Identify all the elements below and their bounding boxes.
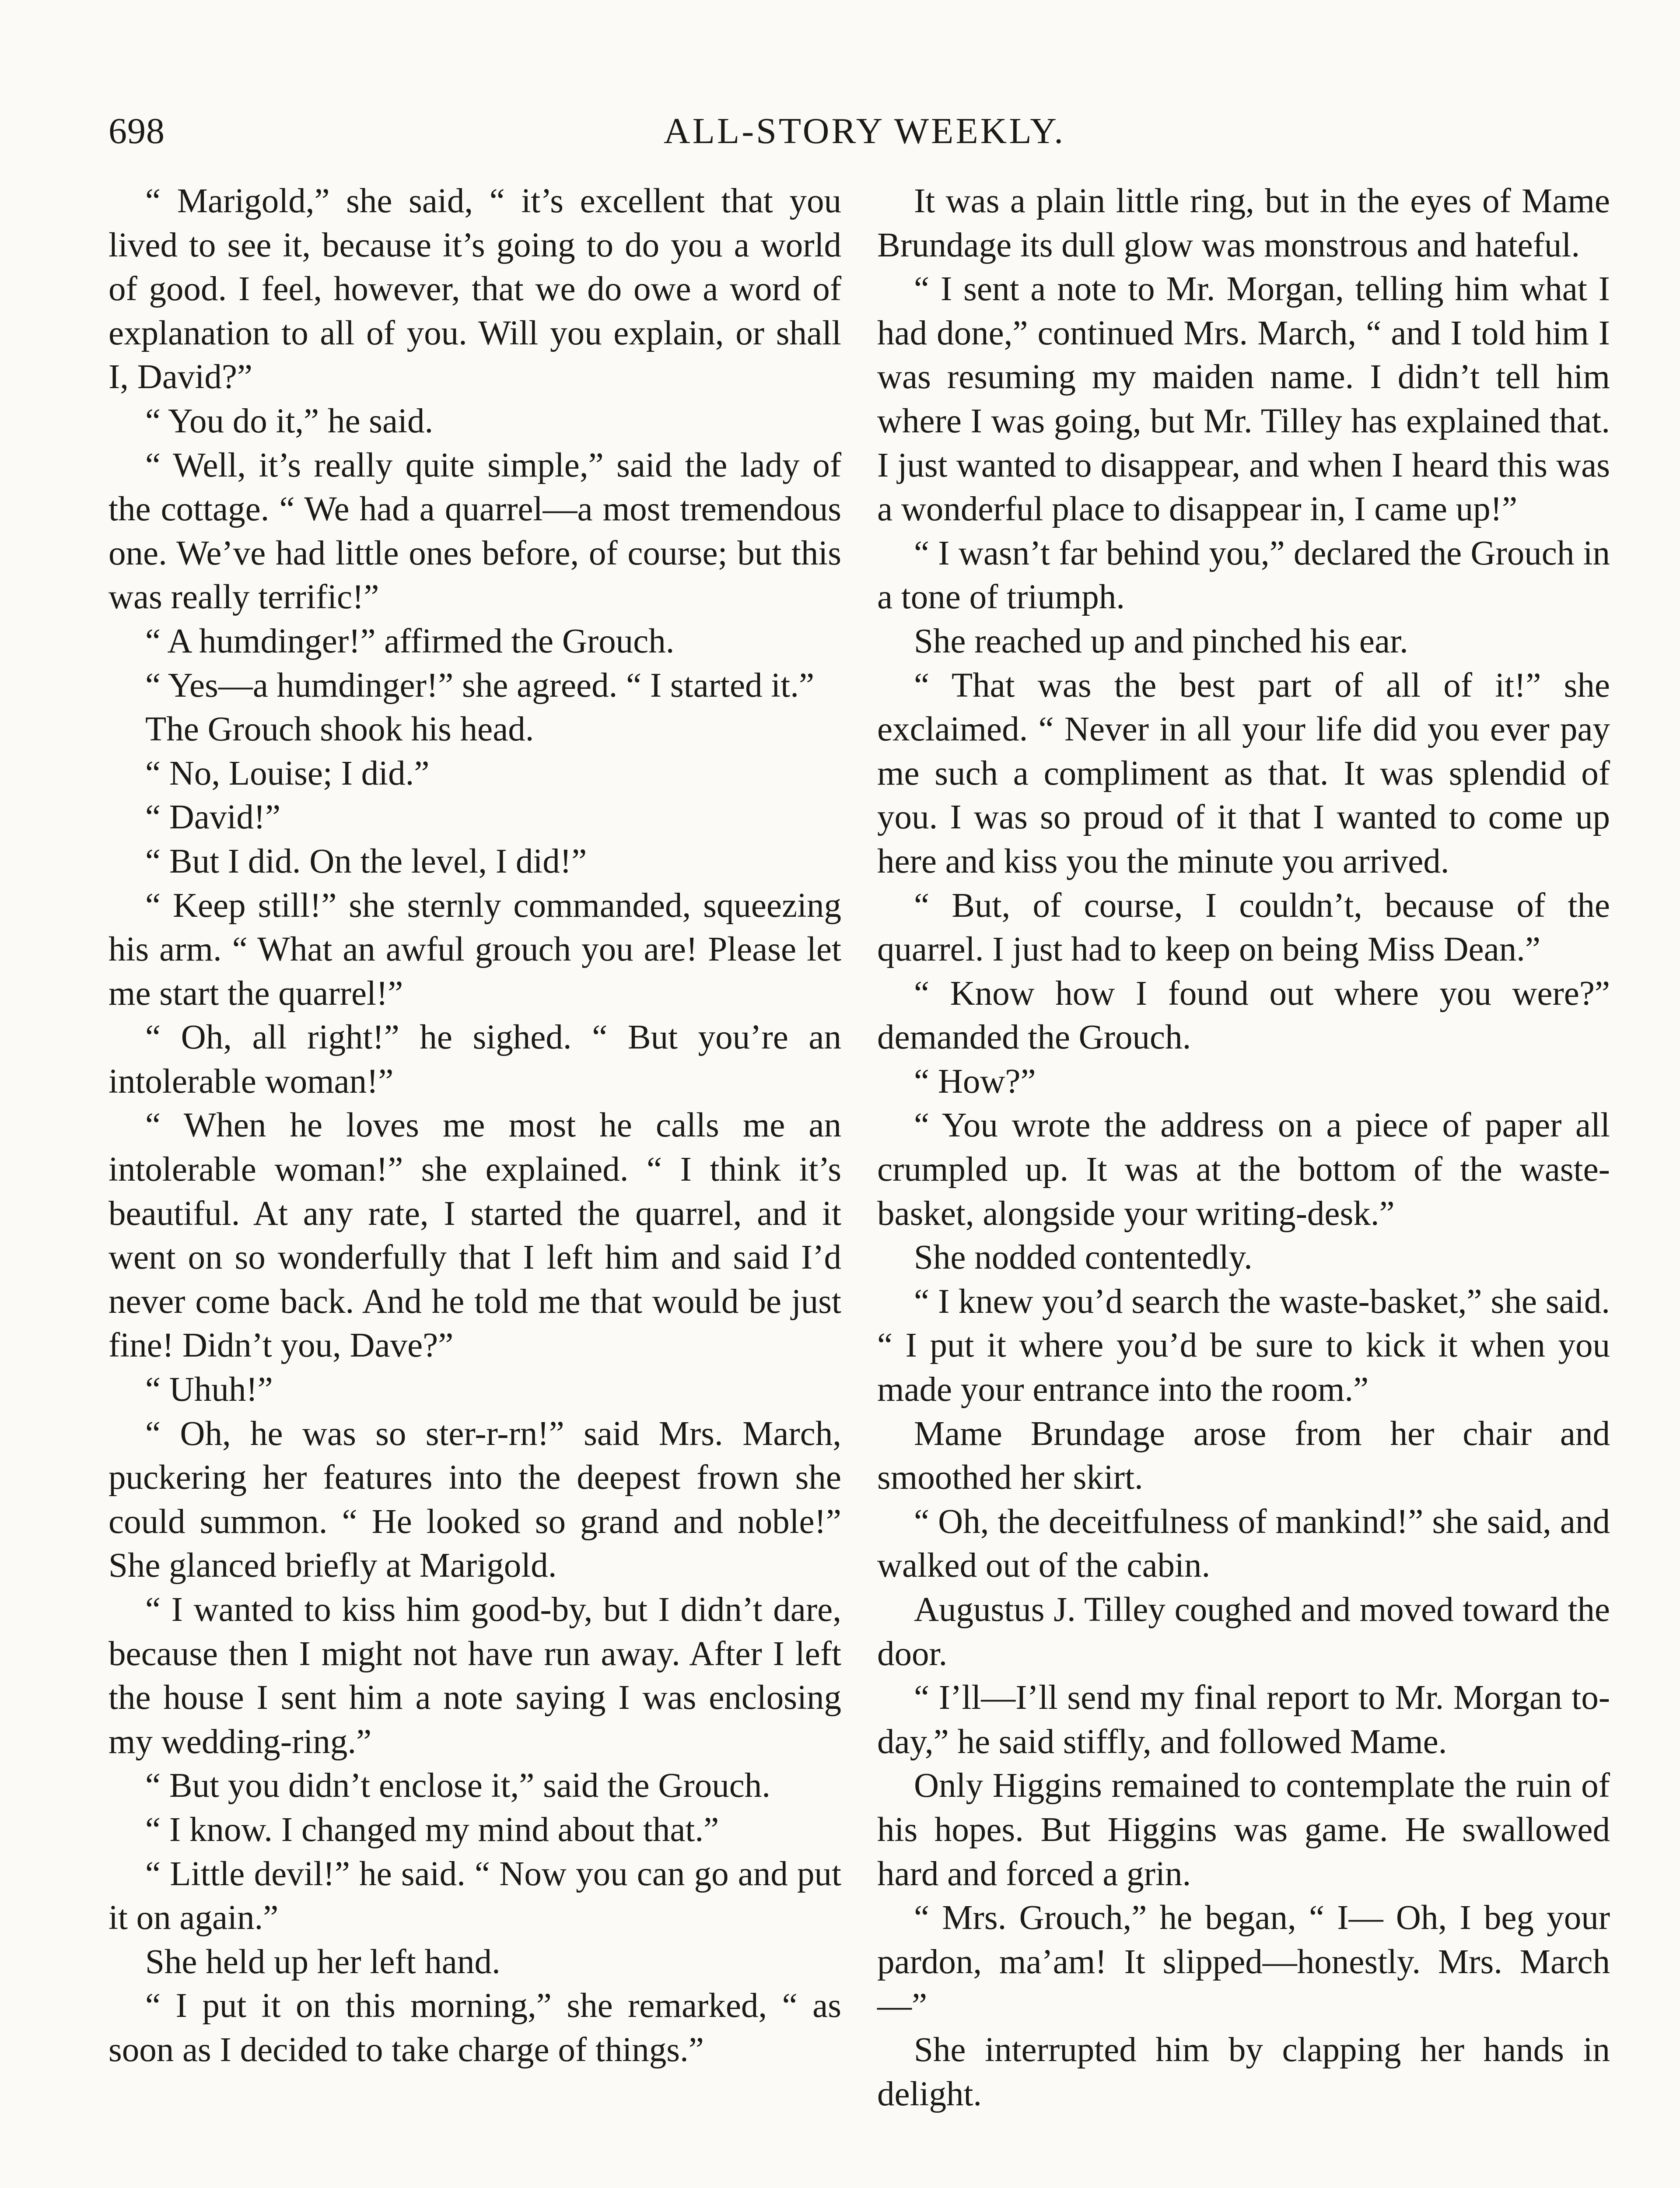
paragraph: “ Little devil!” he said. “ Now you can go and put it on again.”: [108, 1855, 841, 1937]
running-head: ALL-STORY WEEKLY.: [663, 111, 1066, 151]
paragraph: “ You wrote the address on a piece of paper all crumpled up. It was at the bottom of the waste-basket, alongside your writing-desk.”: [877, 1106, 1610, 1233]
paragraph: “ Well, it’s really quite simple,” said the lady of the cottage. “ We had a quarrel—a most tremendous one. We’ve had little ones before, of course; but this was really terrific!”: [108, 446, 841, 617]
paragraph: “ I put it on this morning,” she remarked, “ as soon as I decided to take charge of things.”: [108, 1987, 841, 2069]
paragraph: “ I know. I changed my mind about that.”: [145, 1810, 719, 1849]
paragraph: She interrupted him by clapping her hands in delight.: [877, 2030, 1610, 2113]
paragraph: “ Oh, he was so ster-r-rn!” said Mrs. March, puckering her features into the deepest frown she could summon. “ He looked so grand and noble!” She glanced briefly at Marigold.: [108, 1414, 841, 1585]
paragraph: Mame Brundage arose from her chair and smoothed her skirt.: [877, 1414, 1610, 1497]
paragraph: “ I sent a note to Mr. Morgan, telling him what I had done,” continued Mrs. March, “ and I told him I was resuming my maiden name. I didn’t tell him where I was going, but Mr. Tilley has explained that. I just wanted to disappear, and when I heard this was a wonderful place to disappear in, I came up!”: [877, 270, 1610, 529]
paragraph: The Grouch shook his head.: [145, 710, 534, 749]
paragraph: “ Know how I found out where you were?” demanded the Grouch.: [877, 974, 1610, 1057]
paragraph: “ But, of course, I couldn’t, because of the quarrel. I just had to keep on being Miss Dean.”: [877, 886, 1610, 969]
paragraph: She nodded contentedly.: [914, 1238, 1253, 1277]
paragraph: “ I knew you’d search the waste-basket,” she said. “ I put it where you’d be sure to kick it when you made your entrance into the room.”: [877, 1282, 1610, 1409]
paragraph: “ Oh, all right!” he sighed. “ But you’re an intolerable woman!”: [108, 1018, 841, 1101]
paragraph: “ Yes—a humdinger!” she agreed. “ I started it.”: [145, 666, 815, 705]
paragraph: “ I wasn’t far behind you,” declared the Grouch in a tone of triumph.: [877, 534, 1610, 617]
paragraph: “ David!”: [145, 798, 281, 837]
paragraph: “ When he loves me most he calls me an intolerable woman!” she explained. “ I think it’s beautiful. At any rate, I started the quarrel, and it went on so wonderfully that I left him and said I’d never come back. And he told me that would be just fine! Didn’t you, Dave?”: [108, 1106, 841, 1365]
paragraph: “ How?”: [914, 1062, 1036, 1101]
paragraph: “ But I did. On the level, I did!”: [145, 842, 587, 880]
page-number: 698: [108, 111, 165, 151]
paragraph: “ No, Louise; I did.”: [145, 754, 430, 792]
paragraph: “ Marigold,” she said, “ it’s excellent that you lived to see it, because it’s going to do you a world of good. I feel, however, that we do owe a word of explanation to all of you. Will you explain, or shall I, David?”: [108, 182, 841, 396]
right-column: [877, 179, 1610, 2116]
paragraph: “ A humdinger!” affirmed the Grouch.: [145, 622, 675, 660]
paragraph: Augustus J. Tilley coughed and moved toward the door.: [877, 1591, 1610, 1673]
paragraph: “ You do it,” he said.: [145, 402, 434, 440]
paragraph: “ I wanted to kiss him good-by, but I didn’t dare, because then I might not have run away. After I left the house I sent him a note saying I was enclosing my wedding-ring.”: [108, 1591, 841, 1761]
paragraph: She held up her left hand.: [145, 1943, 500, 1981]
paragraph: “ Oh, the deceitfulness of mankind!” she said, and walked out of the cabin.: [877, 1502, 1610, 1585]
paragraph: “ Uhuh!”: [145, 1371, 273, 1409]
paragraph: It was a plain little ring, but in the eyes of Mame Brundage its dull glow was monstrous and hateful.: [877, 182, 1610, 264]
paragraph: She reached up and pinched his ear.: [914, 622, 1408, 660]
left-column: [108, 179, 841, 2072]
paragraph: “ Mrs. Grouch,” he began, “ I— Oh, I beg your pardon, ma’am! It slipped—honestly. Mrs. March—”: [877, 1899, 1610, 2025]
page-header: [108, 105, 1620, 158]
paragraph: Only Higgins remained to contemplate the ruin of his hopes. But Higgins was game. He swallowed hard and forced a grin.: [877, 1767, 1610, 1893]
paragraph: “ I’ll—I’ll send my final report to Mr. Morgan to-day,” he said stiffly, and followed Mame.: [877, 1679, 1610, 1761]
paragraph: “ That was the best part of all of it!” she exclaimed. “ Never in all your life did you ever pay me such a compliment as that. It was splendid of you. I was so proud of it that I wanted to come up here and kiss you the minute you arrived.: [877, 666, 1610, 880]
paragraph: “ Keep still!” she sternly commanded, squeezing his arm. “ What an awful grouch you are! Please let me start the quarrel!”: [108, 886, 841, 1013]
paragraph: “ But you didn’t enclose it,” said the Grouch.: [145, 1767, 771, 1805]
